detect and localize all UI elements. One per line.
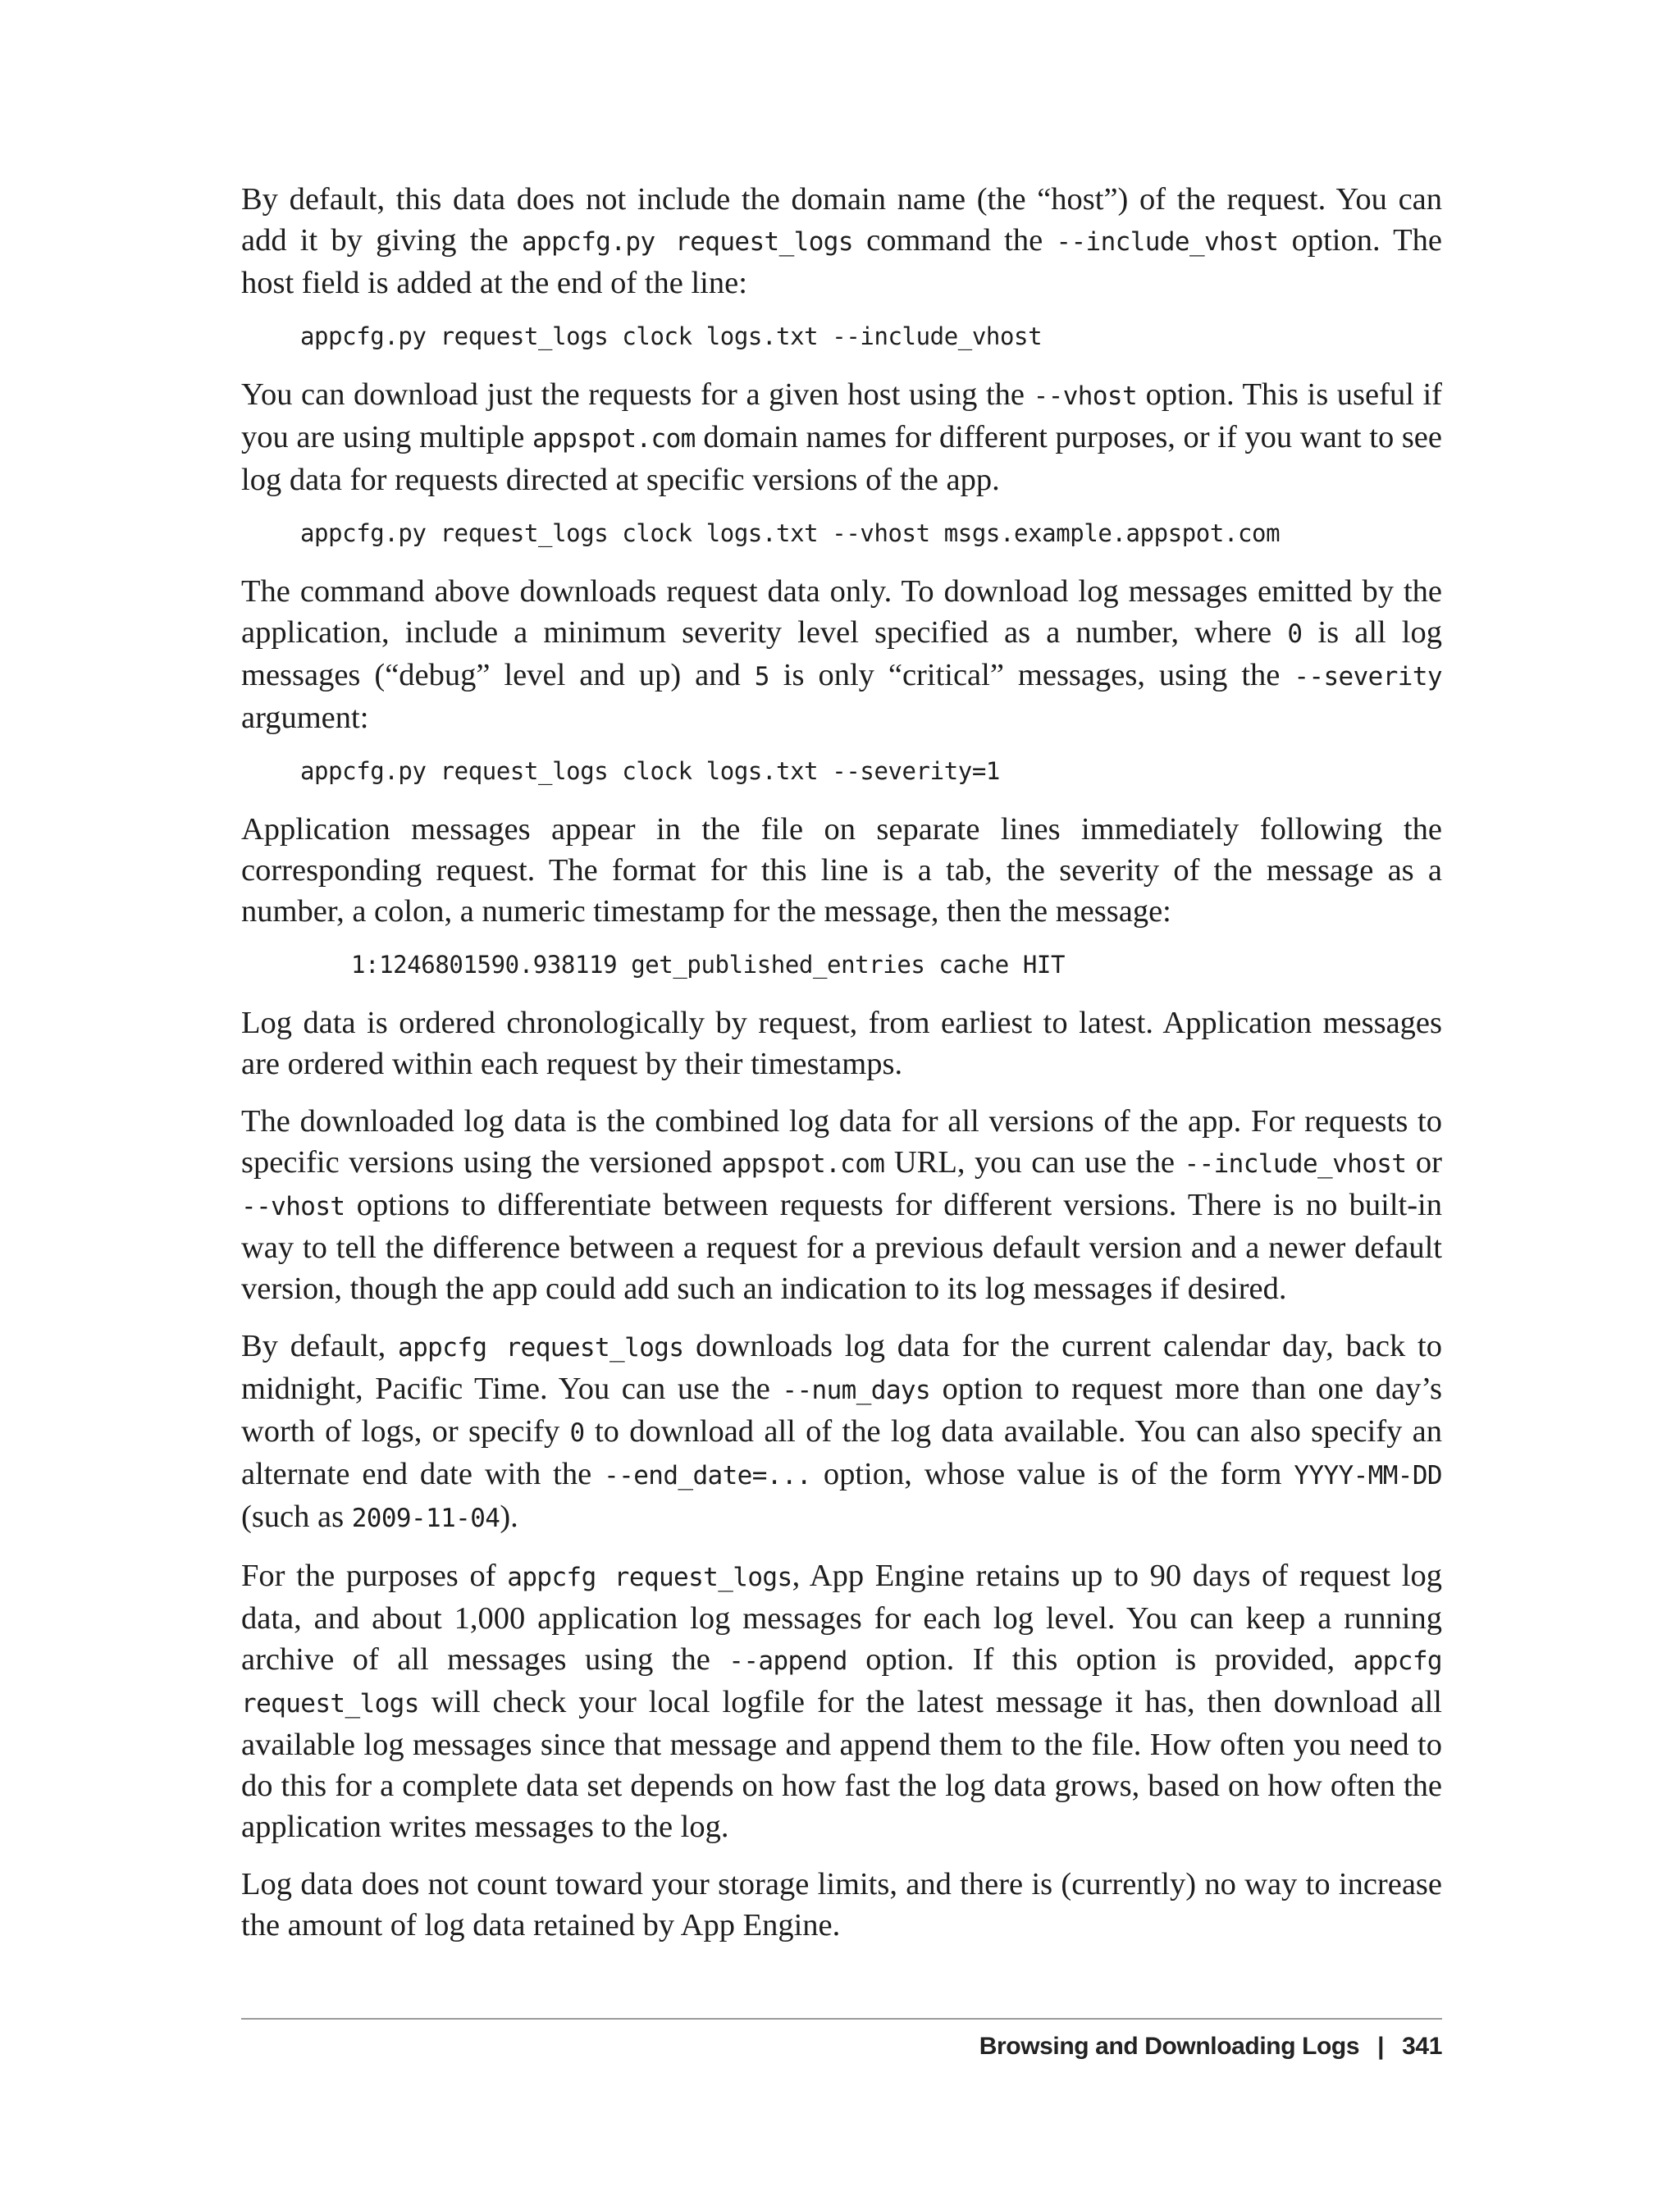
code-block: appcfg.py request_logs clock logs.txt --vhost msgs.example.appspot.com xyxy=(300,519,1281,547)
text-run: (such as xyxy=(241,1500,352,1534)
text-run: URL, you can use the xyxy=(884,1145,1185,1180)
page-body xyxy=(241,179,1442,1962)
text-run: , App Engine retains up to 90 days of request log data, and about 1,000 application log messages for each log level. You can keep a running archive of all messages using the xyxy=(241,1559,1442,1677)
paragraph xyxy=(241,1864,1442,1946)
text-run: option, whose value is of the form xyxy=(810,1457,1294,1491)
text-run: downloads log data for the current calendar day, back to midnight, Pacific Time. You can use the xyxy=(241,1329,1442,1406)
text-run: option. If this option is provided, xyxy=(847,1642,1354,1677)
text-run: is only “critical” messages, using the xyxy=(769,658,1294,692)
inline-code: --append xyxy=(728,1646,847,1676)
text-run: or xyxy=(1406,1145,1443,1180)
text-run: By default, this data does not include the domain name (the “host”) of the request. You can add it by giving the xyxy=(241,182,1442,258)
inline-code: 2009-11-04 xyxy=(351,1504,500,1533)
inline-code: --include_vhost xyxy=(1056,227,1279,257)
running-footer-title: Browsing and Downloading Logs xyxy=(979,2033,1360,2060)
inline-code: YYYY-MM-DD xyxy=(1294,1461,1442,1491)
page-number: 341 xyxy=(1402,2033,1442,2060)
paragraph xyxy=(241,1002,1442,1084)
code-block: appcfg.py request_logs clock logs.txt --severity=1 xyxy=(300,757,1000,785)
text-run: to download all of the log data available. You can also specify an alternate end date with the xyxy=(241,1414,1442,1491)
text-run: option. The host field is added at the end of the line: xyxy=(241,223,1442,300)
inline-code: 0 xyxy=(1287,619,1303,649)
paragraph xyxy=(241,1326,1442,1539)
text-run: Log data does not count toward your storage limits, and there is (currently) no way to increase the amount of log data retained by App Engine. xyxy=(241,1867,1442,1942)
text-run: is all log messages (“debug” level and up) and xyxy=(241,615,1443,692)
paragraph xyxy=(241,1101,1442,1309)
inline-code: 0 xyxy=(569,1418,585,1448)
text-run: argument: xyxy=(241,701,369,735)
paragraph xyxy=(241,809,1442,932)
text-run: command the xyxy=(852,223,1057,258)
inline-code: 5 xyxy=(754,662,769,692)
text-run: You can download just the requests for a given host using the xyxy=(241,377,1034,412)
text-run: ). xyxy=(500,1500,518,1534)
text-run: option. This is useful if you are using multiple xyxy=(241,377,1442,454)
text-run: domain names for different purposes, or if you want to see log data for requests directed at specific versions of the app. xyxy=(241,420,1442,497)
inline-code: --end_date=... xyxy=(604,1461,811,1491)
text-run: will check your local logfile for the latest message it has, then download all available log messages since that message and append them to the file. How often you need to do this for a complete data set depends on how fast the log data grows, based on how often the application writes messages to the log. xyxy=(241,1685,1442,1844)
text-run: Log data is ordered chronologically by request, from earliest to latest. Application messages are ordered within each request by their timestamps. xyxy=(241,1006,1442,1081)
page-footer xyxy=(979,2033,1442,2061)
inline-code: appcfg request_logs xyxy=(507,1563,792,1592)
inline-code: --severity xyxy=(1294,662,1442,692)
paragraph xyxy=(241,1555,1442,1847)
text-run: Application messages appear in the file on separate lines immediately following the corresponding request. The format for this line is a tab, the severity of the message as a number, a colon, a numeric timestamp for the message, then the message: xyxy=(241,812,1442,929)
inline-code: appspot.com xyxy=(721,1149,885,1179)
paragraph xyxy=(241,571,1442,738)
text-run: By default, xyxy=(241,1329,399,1363)
inline-code: appspot.com xyxy=(532,424,696,454)
code-block: 1:1246801590.938119 get_published_entries cache HIT xyxy=(351,951,1066,979)
inline-code: --include_vhost xyxy=(1184,1149,1407,1179)
text-run: options to differentiate between requests for different versions. There is no built-in way to tell the difference between a request for a previous default version and a newer default version, though the app could add such an indication to its log messages if desired. xyxy=(241,1188,1442,1306)
footer-divider xyxy=(241,2018,1442,2020)
paragraph xyxy=(241,179,1442,304)
text-run: option to request more than one day’s worth of logs, or specify xyxy=(241,1372,1442,1449)
inline-code: appcfg.py request_logs xyxy=(521,227,853,257)
text-run: The command above downloads request data only. To download log messages emitted by the application, include a minimum severity level specified as a number, where xyxy=(241,574,1442,650)
inline-code: --vhost xyxy=(241,1192,345,1221)
text-run: For the purposes of xyxy=(241,1559,508,1593)
inline-code: --vhost xyxy=(1033,381,1138,411)
footer-separator: | xyxy=(1377,2033,1385,2060)
inline-code: appcfg request_logs xyxy=(398,1333,684,1363)
code-block: appcfg.py request_logs clock logs.txt --include_vhost xyxy=(300,322,1043,350)
inline-code: appcfg request_logs xyxy=(241,1646,1442,1719)
text-run: The downloaded log data is the combined log data for all versions of the app. For requests to specific versions using the versioned xyxy=(241,1104,1442,1180)
inline-code: --num_days xyxy=(782,1376,931,1405)
paragraph xyxy=(241,374,1442,500)
